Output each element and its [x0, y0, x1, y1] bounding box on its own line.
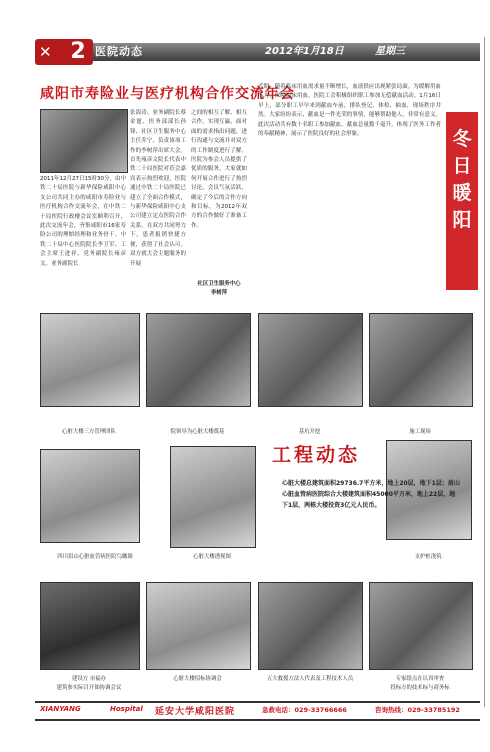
page-header — [35, 37, 480, 67]
photo-caption: 施工现场 — [409, 429, 431, 435]
photo-construction-site — [369, 313, 473, 407]
photo-coordination-meeting — [40, 582, 140, 670]
photo-bidding-meeting — [146, 582, 251, 670]
article-author: 李树萍 — [210, 290, 228, 296]
side-banner-char: 冬 — [452, 128, 472, 150]
page-rule — [484, 37, 485, 707]
photo-caption-line2: 投标方的技术标与商务标 — [390, 685, 450, 691]
article-headline: 咸阳市寿险业与医疗机构合作交流年会 — [40, 86, 295, 102]
footer-name-en2: Hospital — [110, 705, 143, 713]
article-column-1: 2011年12月27日15时30分，由中铁二十局医院与新华保险咸阳中心支公司共同主办的咸阳市寿险业与医疗机构合作交流年会，在中铁二十局医院行政楼会议室顺利召开，此次交流年会，齐集咸阳市16家寿险公司的理赔经理和业务骨干、中铁二十局中心医院院长李卫军、工会主席王进祥、党务副院长雍彦文、业务副院长 — [40, 176, 126, 267]
side-banner-char: 阳 — [452, 209, 472, 231]
article-column-2: 张海涛、业务副院长蔡金霆、医务部部长孙锋、社区卫生服务中心主任乔宁、负责该项工作的李树萍出席大会。首先雍彦文院长代表中铁二十局医院对莅会嘉宾表示热烈欢迎，医院通过中铁二十局医院已建立了全面合作模式，与新华保险咸阳中心支公司建立定点医院合作关系，在双方共同努力下，患者报销快捷方便，获得了社会认可。双方就大会主题服务的开展 — [130, 110, 186, 267]
side-banner-char: 日 — [452, 155, 472, 177]
article-signature-unit: 社区卫生服务中心 — [197, 281, 241, 287]
photo-caption: 院领导为心脏大楼奠基 — [170, 429, 225, 435]
photo-building-render — [170, 446, 256, 548]
photo-management-team — [40, 313, 140, 407]
photo-caption: 建设方 市福办 — [71, 676, 107, 682]
photo-caption: 心脏大楼三方管理团队 — [62, 429, 116, 435]
photo-caption: 基坑开挖 — [298, 429, 321, 435]
issue-weekday: 星期三 — [375, 46, 405, 57]
photo-caption: 四川眉山心脏血管病医院鸟瞰图 — [57, 554, 133, 560]
footer-name-cn: 延安大学咸阳医院 — [155, 707, 236, 717]
photo-caption: 心脏大楼招标协调会 — [173, 676, 222, 682]
photo-caption: 支护桩浇筑 — [414, 554, 442, 560]
footer-name-en: XIANYANG — [40, 705, 81, 713]
photo-aerial-view — [40, 449, 140, 543]
photo-groundbreaking — [146, 313, 251, 407]
page-number-badge — [35, 39, 93, 65]
issue-date: 2012年1月18日 — [265, 46, 344, 57]
photo-representatives — [258, 582, 363, 670]
photo-foundation-pit — [258, 313, 363, 407]
article-column-3: 之间的相互了解、相互合作，实现互赢，面对面的需求指出问题，进行沟通与交流并对双方的工作制度进行了解。医院为参会人员提供了优质的服务，大家就如何开展合作进行了热烈讨论，会议气氛活跃，确定了今后的合作方向和目标，为2012年双方的合作做好了准备工作。 — [191, 110, 247, 229]
footer-emergency-phone: 急救电话：029-33766666 — [262, 706, 347, 714]
article-column-4: 近期，随着临床用血需求量不断增长，血液供应出现紧张局面。为缓解用血压力，保障临床用血，医院工会积极组织职工参加无偿献血活动。1月16日早上，部分职工早早来到献血车前，排队登记、体检、抽血，现场秩序井然。大家纷纷表示，献血是一件光荣的事情，能够帮助他人，非常有意义。此次活动共有数十名职工参加献血，献血总量数千毫升，体现了医务工作者的奉献精神，展示了医院良好的社会形象。 — [258, 84, 441, 138]
page-footer — [35, 701, 480, 721]
project-news-title: 工程动态 — [272, 444, 361, 466]
meeting-photo — [40, 109, 128, 173]
section-title: 医院动态 — [95, 45, 143, 58]
project-news-text: 心脏大楼总建筑面积29736.7平方米，地上20层，地下1层；眉山心脏血管病医院综合大楼建筑面积45000平方米，地上22层，地下1层，两栋大楼投资3亿元人民币。 — [282, 480, 460, 509]
photo-expert-review — [369, 582, 473, 670]
photo-caption: 五大救援方法人代表及工程技术人员 — [266, 676, 354, 682]
hospital-logo-icon: ✕ — [39, 43, 52, 61]
photo-caption-line2: 建筑参实际目开始协调会议 — [56, 685, 122, 691]
photo-caption: 专家组点在认真审查 — [395, 676, 445, 682]
side-banner — [446, 112, 478, 290]
page-number: 2 — [70, 39, 86, 64]
side-banner-char: 暖 — [452, 182, 472, 204]
photo-caption: 心脏大楼透视图 — [193, 554, 231, 560]
footer-hotline: 咨询热线：029-33785192 — [375, 706, 460, 714]
